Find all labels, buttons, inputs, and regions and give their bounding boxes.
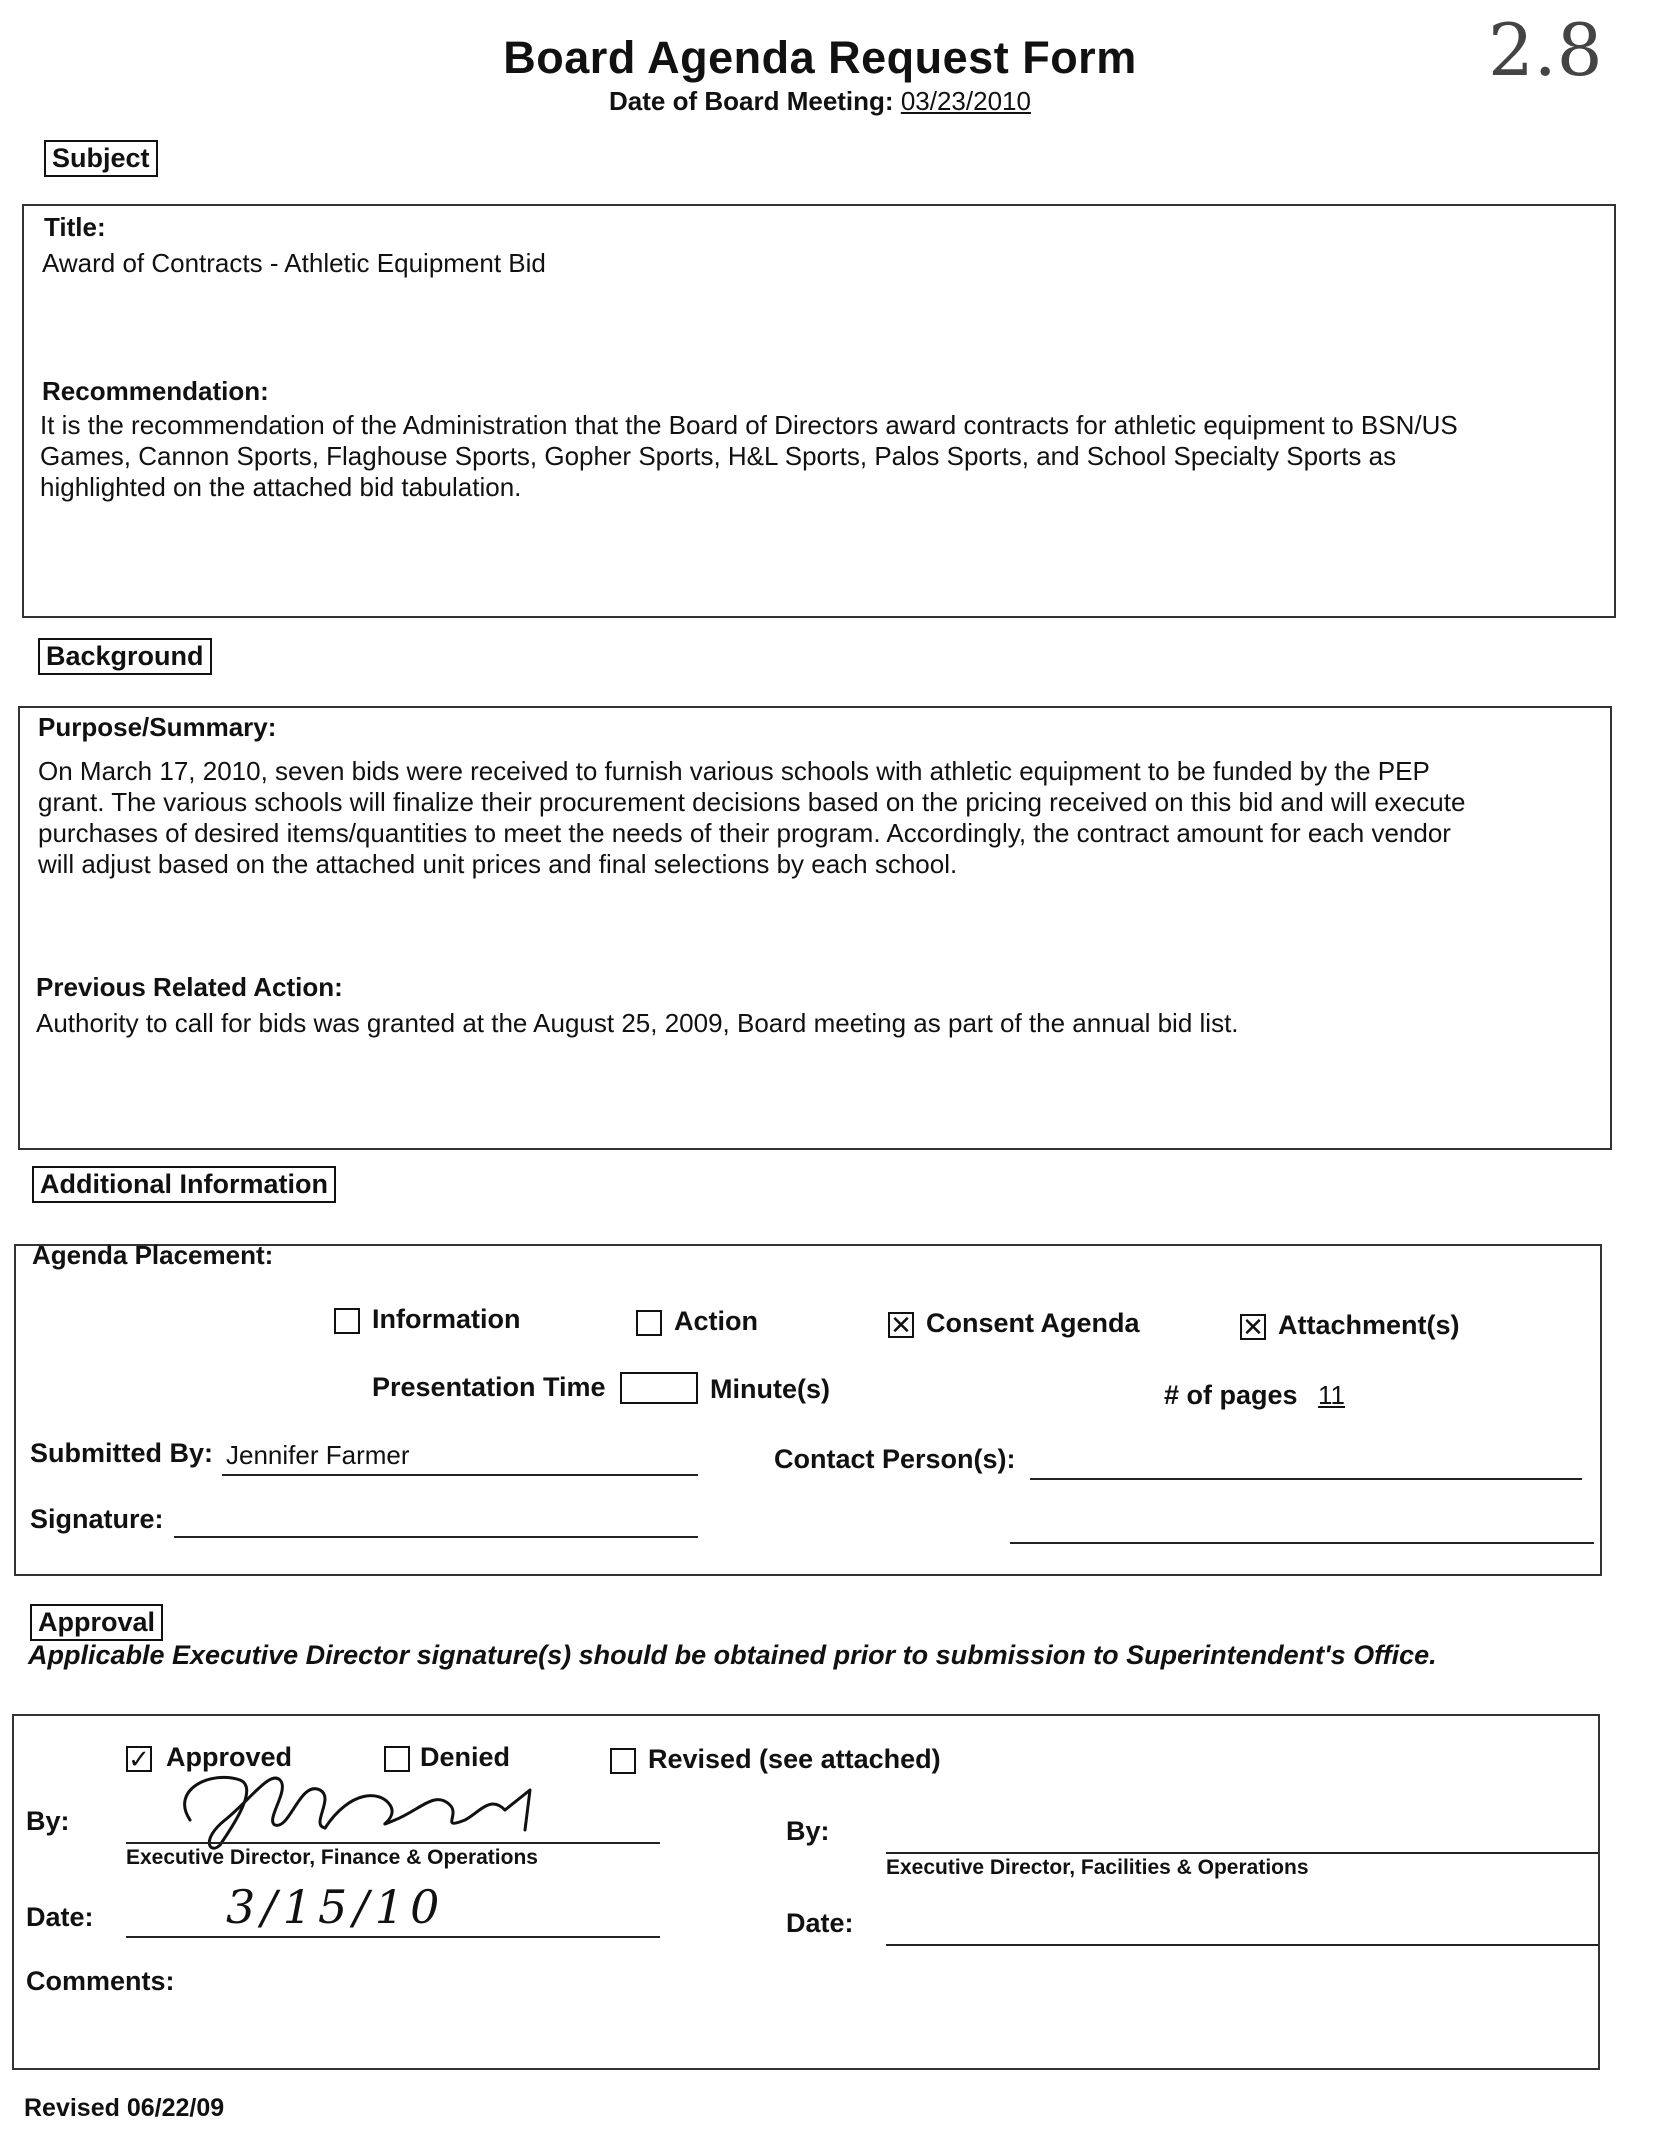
- left-date-value[interactable]: 3/15/10: [226, 1880, 446, 1934]
- approved-check-mark: ✓: [128, 1744, 150, 1774]
- previous-action-label: Previous Related Action:: [36, 972, 343, 1002]
- board-meeting-date: [0, 86, 1640, 117]
- approval-tag: Approval: [30, 1604, 163, 1641]
- left-executive-title: Executive Director, Finance & Operations: [126, 1846, 538, 1869]
- recommendation-line: Games, Cannon Sports, Flaghouse Sports, Gopher Sports, H&L Sports, Palos Sports, and School Specialty Sports as: [40, 441, 1397, 471]
- background-tag: Background: [38, 638, 212, 675]
- agenda-placement-label: Agenda Placement:: [32, 1240, 274, 1270]
- right-date-label: Date:: [786, 1908, 854, 1938]
- purpose-line: will adjust based on the attached unit prices and final selections by each school.: [38, 849, 958, 879]
- revised-date-footer: Revised 06/22/09: [24, 2094, 225, 2122]
- handwritten-page-number: 2.8: [1488, 8, 1603, 92]
- title-label: Title:: [44, 212, 106, 242]
- information-label: Information: [372, 1304, 521, 1334]
- revised-label: Revised (see attached): [648, 1744, 941, 1774]
- approval-note: Applicable Executive Director signature(s) should be obtained prior to submission to Superintendent's Office.: [28, 1640, 1437, 1670]
- approved-label: Approved: [166, 1742, 293, 1772]
- left-by-label: By:: [26, 1806, 70, 1836]
- purpose-label: Purpose/Summary:: [38, 712, 277, 742]
- additional-info-box: [14, 1244, 1602, 1576]
- attachments-checkbox[interactable]: [1240, 1314, 1266, 1340]
- consent-agenda-check-mark: ✕: [890, 1310, 912, 1340]
- presentation-time-label: Presentation Time: [372, 1372, 606, 1402]
- board-meeting-date-label: Date of Board Meeting:: [609, 86, 894, 116]
- right-executive-title: Executive Director, Facilities & Operations: [886, 1856, 1309, 1879]
- signature-line[interactable]: [174, 1536, 698, 1538]
- attachments-check-mark: ✕: [1242, 1312, 1264, 1342]
- action-checkbox[interactable]: [636, 1310, 662, 1336]
- purpose-line: On March 17, 2010, seven bids were received to furnish various schools with athletic equipment to be funded by the PEP: [38, 756, 1430, 786]
- consent-agenda-label: Consent Agenda: [926, 1308, 1140, 1338]
- pages-label: # of pages: [1164, 1380, 1298, 1410]
- recommendation-line: It is the recommendation of the Administration that the Board of Directors award contracts for athletic equipment to BSN/US: [40, 410, 1458, 440]
- board-meeting-date-value: 03/23/2010: [900, 86, 1031, 116]
- right-signature-line[interactable]: [886, 1852, 1598, 1854]
- comments-label: Comments:: [26, 1966, 175, 1996]
- recommendation-label: Recommendation:: [42, 376, 269, 406]
- subject-tag: Subject: [44, 140, 158, 177]
- left-date-line: [126, 1936, 660, 1938]
- form-title: Board Agenda Request Form: [503, 32, 1137, 83]
- approved-checkbox[interactable]: [126, 1746, 152, 1772]
- information-checkbox[interactable]: [334, 1308, 360, 1334]
- additional-info-tag: Additional Information: [32, 1166, 336, 1203]
- submitted-by-label: Submitted By:: [30, 1438, 214, 1468]
- left-signature-line[interactable]: [126, 1842, 660, 1844]
- previous-action-text: Authority to call for bids was granted at the August 25, 2009, Board meeting as part of the annual bid list.: [36, 1008, 1239, 1038]
- contact-person-line-2[interactable]: [1010, 1542, 1594, 1544]
- signature-label: Signature:: [30, 1504, 164, 1534]
- right-date-line[interactable]: [886, 1944, 1598, 1946]
- minutes-label: Minute(s): [710, 1374, 830, 1404]
- purpose-text: [38, 756, 1608, 880]
- contact-person-line-1[interactable]: [1030, 1478, 1582, 1480]
- right-by-label: By:: [786, 1816, 830, 1846]
- presentation-time-input[interactable]: [620, 1372, 698, 1404]
- title-text: Award of Contracts - Athletic Equipment Bid: [42, 248, 546, 278]
- submitted-by-line: [222, 1474, 698, 1476]
- purpose-line: purchases of desired items/quantities to meet the needs of their program. Accordingly, the contract amount for each vendor: [38, 818, 1451, 848]
- consent-agenda-checkbox[interactable]: [888, 1312, 914, 1338]
- attachments-label: Attachment(s): [1278, 1310, 1460, 1340]
- recommendation-line: highlighted on the attached bid tabulation.: [40, 472, 522, 502]
- left-date-label: Date:: [26, 1902, 94, 1932]
- submitted-by-value[interactable]: Jennifer Farmer: [226, 1440, 410, 1470]
- contact-person-label: Contact Person(s):: [774, 1444, 1016, 1474]
- action-label: Action: [674, 1306, 758, 1336]
- purpose-line: grant. The various schools will finalize their procurement decisions based on the pricing received on this bid and will execute: [38, 787, 1466, 817]
- pages-value: 11: [1318, 1380, 1345, 1410]
- recommendation-text: [40, 410, 1610, 503]
- denied-label: Denied: [420, 1742, 511, 1772]
- revised-checkbox[interactable]: [610, 1748, 636, 1774]
